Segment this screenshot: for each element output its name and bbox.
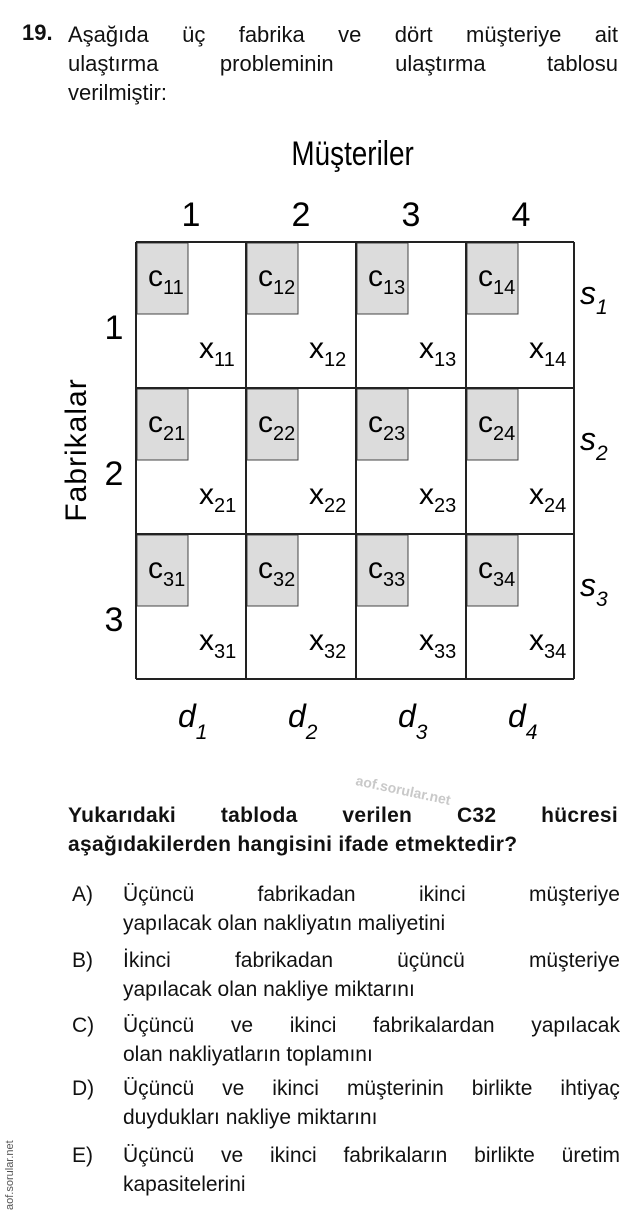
variable-subscript: 13 [434, 349, 457, 371]
cost-subscript: 34 [493, 569, 516, 591]
question-line [68, 20, 618, 49]
transportation-table [0, 120, 643, 760]
option-line [123, 1074, 620, 1103]
option-line [123, 1141, 620, 1170]
prompt-line: aşağıdakilerden hangisini ifade etmektedir? [68, 833, 518, 856]
option-line: olan nakliyatların toplamını [123, 1043, 373, 1066]
table-top-title: Müşteriler [291, 134, 414, 173]
question-word: tablosu [547, 51, 618, 76]
option-word: üçüncü [397, 949, 465, 972]
option-word: Üçüncü [123, 1014, 195, 1037]
row-header: 3 [104, 601, 124, 639]
prompt-word: Yukarıdaki [68, 804, 177, 827]
variable-subscript: 11 [214, 349, 235, 371]
cost-label: $c_{21}$ [148, 406, 186, 445]
column-header: 2 [291, 196, 311, 234]
question-prompt [68, 801, 618, 859]
prompt-word: C32 [456, 804, 497, 827]
variable-label: $x_{21}$ [199, 478, 237, 517]
question-word: ulaştırma [68, 51, 159, 76]
cost-label: $c_{22}$ [258, 406, 296, 445]
option-word: Üçüncü [123, 1144, 195, 1167]
question-word: ait [594, 22, 618, 47]
option-word: fabrikadan [234, 949, 334, 972]
option-label: E) [72, 1144, 93, 1167]
supply-label: $s_1$ [580, 275, 608, 319]
option-line: yapılacak olan nakliyatın maliyetini [123, 912, 446, 935]
variable-subscript: 34 [544, 641, 567, 663]
question-line [68, 49, 618, 78]
prompt-line [68, 801, 618, 830]
prompt-word: hücresi [541, 804, 618, 827]
variable-label: $x_{13}$ [419, 332, 457, 371]
cost-subscript: 14 [493, 277, 516, 299]
option-label: D) [72, 1077, 95, 1100]
option-text [123, 1074, 620, 1132]
cost-subscript: 12 [273, 277, 296, 299]
variable-subscript: 21 [214, 495, 237, 517]
demand-subscript: 4 [525, 721, 538, 744]
option-text [123, 1141, 620, 1199]
option-label: C) [72, 1014, 95, 1037]
question-word: probleminin [219, 51, 334, 76]
question-word: ve [338, 22, 362, 47]
option-word: ve [222, 1077, 245, 1100]
supply-label: $s_2$ [580, 421, 608, 465]
variable-subscript: 23 [434, 495, 457, 517]
supply-subscript: 1 [596, 296, 608, 319]
question-word: üç [182, 22, 206, 47]
variable-label: $x_{24}$ [529, 478, 567, 517]
cost-label: $c_{13}$ [368, 260, 406, 299]
option-word: fabrikalardan [373, 1014, 495, 1037]
option-word: İkinci [123, 949, 171, 972]
variable-label: $x_{32}$ [309, 624, 347, 663]
option-word: müşteriye [528, 949, 620, 972]
variable-subscript: 24 [544, 495, 567, 517]
supply-label: $s_3$ [580, 567, 608, 611]
option-line [123, 946, 620, 975]
option-word: ikinci [289, 1014, 337, 1037]
watermark: aof.sorular.net [354, 772, 453, 808]
cost-subscript: 33 [383, 569, 406, 591]
variable-label: $x_{33}$ [419, 624, 457, 663]
demand-subscript: 2 [305, 721, 318, 744]
row-header: 2 [104, 455, 124, 493]
demand-label: $d_2$ [288, 698, 318, 744]
cost-subscript: 32 [273, 569, 296, 591]
option-word: Üçüncü [123, 883, 195, 906]
option-line: kapasitelerini [123, 1173, 246, 1196]
variable-subscript: 31 [214, 641, 237, 663]
cost-label: $c_{34}$ [478, 552, 516, 591]
option-word: ikinci [269, 1144, 317, 1167]
option-line: yapılacak olan nakliye miktarını [123, 978, 415, 1001]
option-word: yapılacak [531, 1014, 620, 1037]
variable-label: $x_{22}$ [309, 478, 347, 517]
variable-label: $x_{31}$ [199, 624, 237, 663]
column-header: 3 [401, 196, 421, 234]
variable-label: $x_{34}$ [529, 624, 567, 663]
question-line: verilmiştir: [68, 80, 167, 105]
cost-subscript: 24 [493, 423, 516, 445]
question-text [68, 20, 618, 107]
question-word: dört [394, 22, 433, 47]
option-word: Üçüncü [123, 1077, 195, 1100]
column-header: 1 [181, 196, 201, 234]
cost-label: $c_{12}$ [258, 260, 296, 299]
option-label: A) [72, 883, 93, 906]
option-text [123, 1011, 620, 1069]
option-text [123, 946, 620, 1004]
question-word: müşteriye [466, 22, 562, 47]
cost-subscript: 22 [273, 423, 296, 445]
demand-label: $d_4$ [508, 698, 538, 744]
option-word: ve [230, 1014, 254, 1037]
cost-label: $c_{24}$ [478, 406, 516, 445]
question-word: fabrika [238, 22, 305, 47]
cost-subscript: 31 [163, 569, 186, 591]
option-word: ihtiyaç [560, 1077, 620, 1100]
cost-label: $c_{11}$ [148, 260, 184, 299]
option-word: birlikte [474, 1144, 535, 1167]
row-header: 1 [104, 309, 124, 347]
demand-subscript: 1 [195, 721, 208, 744]
option-word: müşteriye [528, 883, 620, 906]
column-header: 4 [511, 196, 531, 234]
option-label: B) [72, 949, 93, 972]
cost-label: $c_{14}$ [478, 260, 516, 299]
option-word: birlikte [471, 1077, 533, 1100]
variable-subscript: 22 [324, 495, 347, 517]
option-word: üretim [561, 1144, 620, 1167]
cost-subscript: 11 [163, 277, 184, 299]
variable-subscript: 12 [324, 349, 347, 371]
supply-subscript: 2 [596, 442, 608, 465]
cost-subscript: 23 [383, 423, 406, 445]
option-word: fabrikadan [257, 883, 356, 906]
variable-subscript: 33 [434, 641, 457, 663]
demand-label: $d_3$ [398, 698, 428, 744]
cost-label: $c_{31}$ [148, 552, 186, 591]
option-line [123, 1011, 620, 1040]
prompt-word: tabloda [220, 804, 298, 827]
demand-label: $d_1$ [178, 698, 208, 744]
cost-label: $c_{23}$ [368, 406, 406, 445]
variable-label: $x_{12}$ [309, 332, 347, 371]
option-word: ikinci [418, 883, 466, 906]
supply-subscript: 3 [596, 588, 608, 611]
variable-subscript: 32 [324, 641, 347, 663]
cost-subscript: 13 [383, 277, 406, 299]
table-side-title: Fabrikalar [60, 378, 93, 522]
option-text [123, 880, 620, 938]
question-number: 19. [22, 20, 53, 45]
option-word: ve [221, 1144, 244, 1167]
option-line: duydukları nakliye miktarını [123, 1106, 378, 1129]
option-word: fabrikaların [343, 1144, 448, 1167]
question-word: Aşağıda [68, 22, 149, 47]
option-line [123, 880, 620, 909]
variable-label: $x_{14}$ [529, 332, 567, 371]
prompt-word: verilen [342, 804, 413, 827]
demand-subscript: 3 [415, 721, 428, 744]
cost-label: $c_{33}$ [368, 552, 406, 591]
question-word: ulaştırma [395, 51, 486, 76]
variable-label: $x_{23}$ [419, 478, 457, 517]
variable-label: $x_{11}$ [199, 332, 235, 371]
option-word: ikinci [272, 1077, 319, 1100]
side-watermark: aof.sorular.net [4, 1140, 16, 1210]
cost-label: $c_{32}$ [258, 552, 296, 591]
option-word: müşterinin [346, 1077, 444, 1100]
variable-subscript: 14 [544, 349, 567, 371]
cost-subscript: 21 [163, 423, 186, 445]
